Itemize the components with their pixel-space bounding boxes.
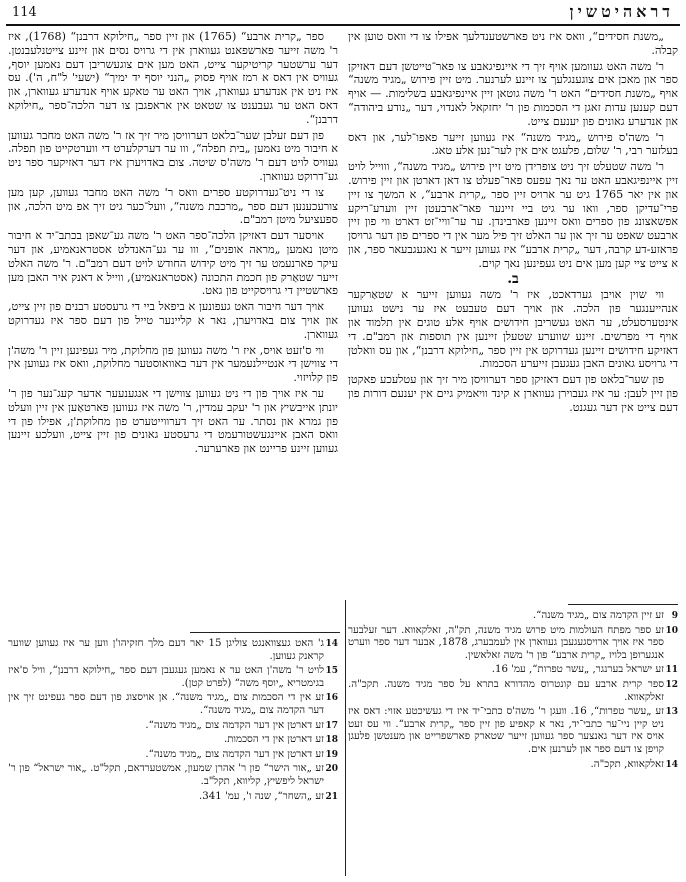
footnote-number: 16: [325, 693, 338, 704]
body-paragraph: אויך דער חיבור האט געפונען א ביפאל ביי די גרעסטע רבנים פון זיין צייט, און אויך צום באדויערן, נאר א קליינער טייל פון דעם ספר איז געדרוקט געווארן.: [8, 300, 338, 341]
footnote-number: 12: [665, 679, 678, 690]
body-paragraph: ר' משה'ס פירוש „מגיד משנה“ איז געווען זייער פאפו־לער, און דאס בעלזער רבי, ר' שלום, פלעגט אים אין לער־נען אלע טאג.: [348, 130, 678, 158]
body-paragraph: צו די ניט־געדרוקטע ספרים וואס ר' משה האט מחבר געווען, קען מען צורעכענען דעם ספר „מרכבת משנה“, וועל־כער גיט זיך אפ מיט הלכה, און ספעציעל מיטן רמב"ם.: [8, 185, 338, 227]
footnote: [348, 706, 678, 756]
footnote-number: 10: [665, 625, 678, 636]
footnote: [348, 759, 678, 772]
footnote: [8, 692, 338, 717]
footnote-number: 21: [325, 791, 338, 802]
running-title: דראהיטשין: [569, 2, 674, 21]
page-number: 114: [12, 4, 37, 20]
footnote-text: זע „אור הישר“ פון ר' אהרן שמעון, אמשטערדאם, תקל"ט. „אור ישראל“ פון ר' ישראל ליפשיץ, קליווא, תקל"ב.: [8, 763, 324, 787]
body-paragraph: ווי ס'זעט אויס, איז ר' משה געווען פון מחלוקת, מיר געפינען זיין ר' משה'ן די צווישן די אנטיילנעמער אין דער באוואוסטער מחלוקת, וואס איז געווען אין פון קלויזוי.: [8, 343, 338, 385]
body-paragraph: „משנת חסידים“, וואס איז ניט פארשטענדלעך אפילו צו די וואס טוען אין קבלה.: [348, 30, 678, 57]
footnote: [8, 791, 338, 804]
footnote-text: ג' האט געצוואנגט צוליגן 15 יאר דעם מלך חזקיהו'ן ווען ער איז געווען שווער קראנק געווען.: [8, 638, 324, 662]
footnote-text: זע „עשר טפרות“, 16. וועגן ר' משה'ס כתבי־יד איז די געשיכטע אזוי: דאס איז ניט קיין ניי־ער כתבי־יד, נאר א קאפיע פון זיין ספר „קרית ארבע“. ווי עס זעט אויס איז דער גאנצער ספר געווען זייער שטארק פארשפרייט און מענטשן פלעגן קויפן צו דעם ספר און לערנען אים.: [348, 706, 664, 755]
footnote-number: 18: [325, 735, 338, 746]
footnote-rule-right: [568, 604, 678, 605]
footnote: [8, 734, 338, 747]
footnote: [8, 720, 338, 733]
left-column-body: [8, 30, 338, 626]
right-column-body: [348, 30, 678, 596]
body-paragraph: פון דעם זעלבן שער־בלאט דערוויסן מיר זיך אז ר' משה האט מחבר געווען א חיבור מיט נאמען „בית תפלה“, ווו ער דערקלערט די ווערטקייט פון תפלה. געוויס לויט דעם ר' משה'ס שיטה. צום באדויערן איז דער דאזיקער ספר ניט גע־דרוקט געווארן.: [8, 128, 338, 183]
footnote-text: זע זיין הקדמה צום „מגיד משנה“.: [532, 610, 664, 621]
footnote: [348, 610, 678, 623]
body-paragraph: ר' משה שטעלט זיך ניט צופרידן מיט זיין פירוש „מגיד משנה“, וווייל לויט זיין איינפיגאבע האט ער נאך עפעס פאר־פעלט צו דאן דארטן און זיין פירוש. און אין יאר 1765 גיט ער ארויס זיין ספר „קרית ארבע“, א המשך צו זיין פרי־עדיקן ספר, וואו ער גיט ביי זיינער פאר־ארבעטן זיין ווערע־ריקע אפשאצונג פון ספרים וואס זיינען פארבינדן. ער ער־וויי־זט דארט ווי פון זיין ארבעט שאפט ער זיך און ער האלט זיך פיל מער אין די ספרים פון דער גרויסן פראזע-דע קרבה, דער „קרית ארבע“ איז געווען זייער א נאגעגבעאר ספר, און א צייט ציי קען מען אים ניט געפינען נאך קוים.: [348, 160, 678, 270]
section-heading: ב.: [507, 270, 519, 287]
footnote-text: לויט ר' משה'ן האט ער א נאמען געגעבן דעם ספר „חילוקא דרבנן“, וויל ס'איז בגימטריא „יוסף משה“ (לפרט קטן).: [8, 665, 324, 689]
footnote-text: ספר קרית ארבע עם קונטרוס מהדורא בתרא על ספר מגיד משנה. תקכ"ה. זאלקאווא.: [348, 678, 664, 703]
right-footnotes: [348, 610, 678, 773]
footnote: [8, 763, 338, 788]
footnote-number: 14: [325, 639, 338, 649]
footnote-number: 13: [665, 707, 678, 718]
left-footnotes: [8, 638, 338, 805]
body-paragraph: ספר „קרית ארבע“ (1765) און זיין ספר „חילוקא דרבנן“ (1768), איז ר' משה זייער פארשפאנט געווארן אין די גרויס נסים און זיינע צייטנלעבנטן. דער ערשטער קריטיקער צייט, האט מען אים צוגעשריבן דעם נאמען יוסף, געוויס אין דאס א רמז אויף פסוק „הנני יוסף יד ימיך“ (ישעי' ל"ח, ה'). עס איז ניט אין אנדערע געווארן, אויך האט ער טאקע אויף אנדערע געווארן, און דאס האט ער געבענט צו שטאט אין אראפגבן צו דער הלכה־ספר „חילוקא דרבנן“.: [8, 30, 338, 126]
footnote-number: 19: [325, 749, 338, 760]
footnote-number: 20: [325, 764, 338, 775]
body-paragraph: אויסער דעם דאזיקן הלכה־ספר האט ר' משה גע־שאפן בכתב־יד א חיבור מיטן נאמען „מראה אופנים“, ווו ער גע־האנדלט אסטראנאמיע, און דער עיקר פארנעמט ער זיך מיט קידוש החודש לויט דעם רמב"ם. ר' משה האלט זייער שטאַרק פון חכמת התכונה (אסטראנאמיע), ווייל א דאנק איר האבן מען פארשטיין די גרויסקייט פון גאט.: [8, 229, 338, 298]
footnote-text: זע דארטן אין דער הקדמה צום „מגיד משנה“.: [145, 719, 324, 731]
footnote-column-divider: [345, 600, 346, 876]
page-header: [12, 2, 674, 22]
footnote-text: זע „השחר“, שנה ו', עמ' 341.: [199, 790, 324, 802]
footnote: [348, 664, 678, 677]
footnote-text: זע ישראל בערנגר, „עשר טפרות“, עמ' 16.: [491, 664, 664, 676]
body-paragraph: ווי שוין אויבן גערדאכט, איז ר' משה געווען זייער א שטאַרקער אנהייענגער פון הלכה. און אויך דעם טעבעט איז ער נישט געווען אינטערסעלט, ער האט געשריבן חידושים אויף אלע טוגים אין תלמוד און אויף די מפרשים. זיינע שווערע שטעלן זיינען אין תוספות און רמב"ם. די דאזיקע חידושים זיינען געדרוקט אין זיין ספר „חילוקא דרבנן“, און עס וואלטן די גרויסע גאונים האבן געגעבן זייערע הסכמות.: [348, 288, 678, 371]
body-paragraph: ר' משה האט געוומען אויף זיך די איינפיגאבע צו פאר־טייטשן דעם דאזיקן ספר און מאכן אים צוגענגלעך צו זיינע לערנער. מיט זיין פירוש „מגיד משנה“ אויף „משנת חסידים“ האט ר' משה גוטאן זיין איינפיגאבע בשלימות. — אויף דעם קענען עדות זאגן די הסכמות פון ר' יחזקאל לאנדוי, דער „נודע ביהודה“ און אנדערע גאונים פון יענעם צייט.: [348, 59, 678, 128]
footnote-text: זאלקאווא, תקכ"ה.: [590, 758, 664, 770]
header-rule: [6, 24, 680, 26]
footnote-number: 14: [665, 759, 678, 770]
footnote: [8, 665, 338, 690]
footnote-number: 9: [671, 611, 678, 621]
footnote-number: 15: [325, 666, 338, 677]
footnote: [8, 638, 338, 663]
footnote: [8, 749, 338, 762]
footnote: [348, 679, 678, 704]
footnote-text: זע אין די הסכמות צום „מגיד משנה“. אן אויסצוג פון דעם ספר געפינט זיך אין דער הקדמה צום „מגיד משנה“.: [8, 692, 324, 716]
body-paragraph: פון שער־בלאט פון דעם דאזיקן ספר דערוויסן מיר זיך און עטלעכע פאקטן פון זיין לעבן: ער איז געבוירן געווארן א קינד וויאמיק גיים אין יענעם דורות פון דעם צייט אין דער געגנט.: [348, 373, 678, 414]
footnote-text: זע דארטן אין די הסכמות.: [223, 734, 324, 746]
footnote: [348, 625, 678, 663]
footnote-text: זע דארטן אין דער הקדמה צום „מגיד משנה“.: [145, 748, 324, 760]
footnote-rule-left: [190, 632, 340, 633]
footnote-number: 17: [325, 720, 338, 731]
body-paragraph: ער איז אויך פון די ניט געווען צווישן די אנגענעער אדער קעג־נער פון ר' יונתן אייבשיץ און ר' יעקב עמדין, ר' משה איז געווען פארטאַען אין זיין וועלט פון גמרא און נסתר. ער האט זיך דערווייטערט פון מחלוקת'ן, אפילו פון די וואס האבן איינגעשטורעמט די גרעסטע גאונים פון זיין צייט, וועלכע זיינען געווען זיינע פריינט און פארערער.: [8, 386, 338, 456]
footnote-text: זע ספר מפתח העולמות מיט פרוש מגיד משנה, תק"ה, זאלקאווא. דער זעלבער ספר איז אויך ארויסגעגעבן געווארן אין לעמבערג, 1878, אבער דער ספר ווערט אנגערופן בלויז „קרית ארבע“ פון ר' משה זאלאשין.: [348, 624, 664, 661]
footnote-number: 11: [665, 665, 678, 676]
